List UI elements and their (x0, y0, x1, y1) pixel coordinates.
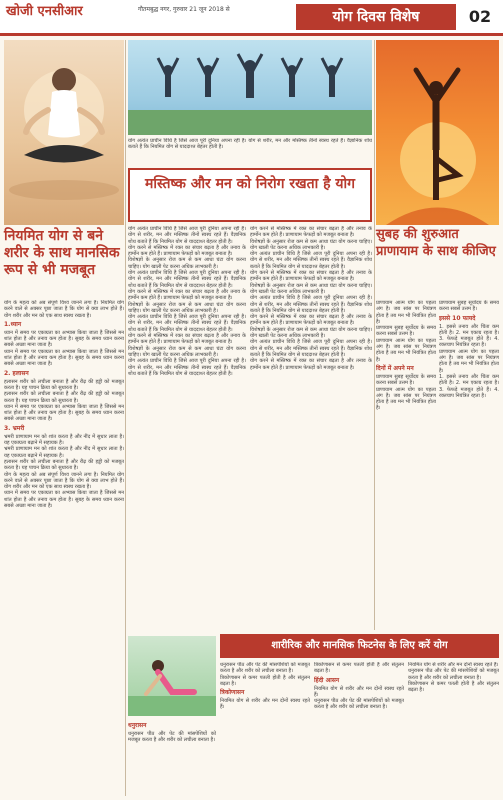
left-para-3d: योग के महत्व को अब संपूर्ण विश्व जानने लगा है। नियमित योग करने वाले से अक्सर पूछा जाता है कि योग से क्या लाभ होते हैं। योग शरीर और मन को एक साथ स्वस्थ रखता है। (4, 471, 124, 491)
center-para-19: योग अत्यंत प्राचीन विधि है जिसे आज पूरी दुनिया अपना रही है। योग से शरीर, मन और मस्तिष्क तीनों स्वस्थ रहते हैं। वैज्ञानिक शोध बताते हैं कि नियमित योग से याददाश्त बेहतर होती है। (250, 339, 372, 358)
masthead: खोजी एनसीआर (6, 4, 83, 19)
center-para-17: योग करने से मस्तिष्क में रक्त का संचार बढ़ता है और तनाव के हार्मोन कम होते हैं। प्राणायाम फेफड़ों को मजबूत बनाता है। (250, 314, 372, 327)
bottom-subhead-1: धनुरासन (128, 722, 147, 729)
page-header (0, 0, 503, 36)
left-para-1b: ध्यान में समय पर एकाग्रता का अभ्यास किया जाता है जिससे मन शांत होता है और तनाव कम होता है। सुबह के समय ध्यान करना सबसे अच्छा माना जाता है। (4, 348, 124, 368)
center-lead-text: योग अत्यंत प्राचीन विधि है जिसे आज पूरी दुनिया अपना रही है। योग से शरीर, मन और मस्तिष्क तीनों स्वस्थ रहते हैं। वैज्ञानिक शोध बताते हैं कि नियमित योग से याददाश्त बेहतर होती है। (128, 138, 372, 151)
center-para-14: योग करने से मस्तिष्क में रक्त का संचार बढ़ता है और तनाव के हार्मोन कम होते हैं। प्राणायाम फेफड़ों को मजबूत बनाता है। (250, 270, 372, 283)
center-col-1 (128, 226, 246, 628)
left-article-body (4, 300, 124, 780)
bottom-col-1 (220, 662, 310, 796)
right-para-6: प्राणायाम सुबह सूर्योदय के समय करना सबसे उत्तम है। (439, 300, 499, 313)
center-para-18: विशेषज्ञों के अनुसार रोज कम से कम आधा घंटा योग करना चाहिए। योग खाली पेट करना अधिक लाभकारी है। (250, 326, 372, 340)
center-para-3: विशेषज्ञों के अनुसार रोज कम से कम आधा घंटा योग करना चाहिए। योग खाली पेट करना अधिक लाभकारी है। (128, 257, 246, 270)
center-para-8: योग करने से मस्तिष्क में रक्त का संचार बढ़ता है और तनाव के हार्मोन कम होते हैं। प्राणायाम फेफड़ों को मजबूत बनाता है। (128, 333, 246, 346)
bottom-para-9: धनुरासन पीठ और पेट की मांसपेशियों को मजबूत करता है और शरीर को लचीला बनाता है। (408, 668, 499, 681)
right-para-5: प्राणायाम आत्म योग का पहला अंग है। जब सांस पर नियंत्रण होता है तब मन भी नियंत्रित होता है। (376, 386, 436, 412)
center-para-16: योग अत्यंत प्राचीन विधि है जिसे आज पूरी दुनिया अपना रही है। योग से शरीर, मन और मस्तिष्क तीनों स्वस्थ रहते हैं। वैज्ञानिक शोध बताते हैं कि नियमित योग से याददाश्त बेहतर होती है। (250, 295, 372, 314)
right-para-7: 1. इससे तनाव और चिंता कम होती है। 2. मन एकाग्र रहता है। 3. फेफड़े मजबूत होते हैं। 4. रक्तचाप नियंत्रित रहता है। (439, 323, 499, 349)
section-title: योग दिवस विशेष (332, 9, 420, 25)
yoga-silhouette-illustration (376, 40, 499, 225)
center-headline-box (128, 168, 372, 222)
center-para-10: योग अत्यंत प्राचीन विधि है जिसे आज पूरी दुनिया अपना रही है। योग से शरीर, मन और मस्तिष्क तीनों स्वस्थ रहते हैं। वैज्ञानिक शोध बताते हैं कि नियमित योग से याददाश्त बेहतर होती है। (128, 358, 246, 377)
center-lead (128, 138, 372, 166)
section-band (296, 4, 456, 30)
left-para-3c: हलासन शरीर को लचीला बनाता है और रीढ़ की हड्डी को मजबूत करता है। यह पाचन क्रिया को सुधारता है। (4, 458, 124, 472)
left-para-2: हलासन शरीर को लचीला बनाता है और रीढ़ की हड्डी को मजबूत करता है। यह पाचन क्रिया को सुधारता है। (4, 378, 124, 391)
right-para-9: 1. इससे तनाव और चिंता कम होती है। 2. मन एकाग्र रहता है। 3. फेफड़े मजबूत होते हैं। 4. रक्तचाप नियंत्रित रहता है। (439, 373, 499, 399)
right-subhead-2: दिनों में अपने मन (376, 364, 414, 372)
center-para-9: विशेषज्ञों के अनुसार रोज कम से कम आधा घंटा योग करना चाहिए। योग खाली पेट करना अधिक लाभकारी है। (128, 345, 246, 358)
stretch-pose-illustration (128, 636, 216, 716)
bottom-para-2: धनुरासन पीठ और पेट की मांसपेशियों को मजबूत करता है और शरीर को लचीला बनाता है। (220, 662, 310, 675)
bottom-para-5: त्रिकोणासन से कमर पतली होती है और संतुलन बढ़ता है। (314, 662, 404, 675)
center-para-2: योग करने से मस्तिष्क में रक्त का संचार बढ़ता है और तनाव के हार्मोन कम होते हैं। प्राणायाम फेफड़ों को मजबूत बनाता है। (128, 244, 246, 258)
center-para-7: योग अत्यंत प्राचीन विधि है जिसे आज पूरी दुनिया अपना रही है। योग से शरीर, मन और मस्तिष्क तीनों स्वस्थ रहते हैं। वैज्ञानिक शोध बताते हैं कि नियमित योग से याददाश्त बेहतर होती है। (128, 314, 246, 333)
center-para-13: योग अत्यंत प्राचीन विधि है जिसे आज पूरी दुनिया अपना रही है। योग से शरीर, मन और मस्तिष्क तीनों स्वस्थ रहते हैं। वैज्ञानिक शोध बताते हैं कि नियमित योग से याददाश्त बेहतर होती है। (250, 251, 372, 270)
right-para-3: प्राणायाम आत्म योग का पहला अंग है। जब सांस पर नियंत्रण होता है तब मन भी नियंत्रित होता है। (376, 337, 436, 363)
center-para-11: योग करने से मस्तिष्क में रक्त का संचार बढ़ता है और तनाव के हार्मोन कम होते हैं। प्राणायाम फेफड़ों को मजबूत बनाता है। (250, 226, 372, 239)
group-yoga-photo (128, 40, 372, 135)
left-para-1: ध्यान में समय पर एकाग्रता का अभ्यास किया जाता है जिससे मन शांत होता है और तनाव कम होता है। सुबह के समय ध्यान करना सबसे अच्छा माना जाता है। (4, 329, 124, 349)
left-para-3b: भ्रमरी प्राणायाम मन को शांत करता है और नींद में सुधार लाता है। यह एकाग्रता बढ़ाने में सहायक है। (4, 446, 124, 459)
right-col-1 (376, 300, 436, 628)
center-para-20: योग करने से मस्तिष्क में रक्त का संचार बढ़ता है और तनाव के हार्मोन कम होते हैं। प्राणायाम फेफड़ों को मजबूत बनाता है। (250, 358, 372, 371)
bottom-para-3: त्रिकोणासन से कमर पतली होती है और संतुलन बढ़ता है। (220, 674, 310, 687)
center-col-2 (250, 226, 372, 628)
bottom-para-10: त्रिकोणासन से कमर पतली होती है और संतुलन बढ़ता है। (408, 680, 499, 694)
meditation-photo (4, 40, 124, 225)
right-subhead-1: इससे 10 फायदे (439, 314, 476, 322)
left-headline: नियमित योग से बने शरीर के साथ मानसिक रूप से भी मजबूत (4, 228, 120, 278)
masthead-area (6, 4, 136, 32)
center-para-4: योग अत्यंत प्राचीन विधि है जिसे आज पूरी दुनिया अपना रही है। योग से शरीर, मन और मस्तिष्क तीनों स्वस्थ रहते हैं। वैज्ञानिक शोध बताते हैं कि नियमित योग से याददाश्त बेहतर होती है। (128, 270, 246, 289)
left-subhead-2: 2. हलासन (4, 369, 29, 377)
left-para-2c: ध्यान में समय पर एकाग्रता का अभ्यास किया जाता है जिससे मन शांत होता है और तनाव कम होता है। सुबह के समय ध्यान करना सबसे अच्छा माना जाता है। (4, 403, 124, 423)
left-para-2b: हलासन शरीर को लचीला बनाता है और रीढ़ की हड्डी को मजबूत करता है। यह पाचन क्रिया को सुधारता है। (4, 391, 124, 404)
bottom-para-1: धनुरासन पीठ और पेट की मांसपेशियों को मजबूत करता है और शरीर को लचीला बनाता है। (128, 731, 216, 744)
left-subhead-1: 1.ध्यान (4, 320, 22, 328)
center-para-1: योग अत्यंत प्राचीन विधि है जिसे आज पूरी दुनिया अपना रही है। योग से शरीर, मन और मस्तिष्क तीनों स्वस्थ रहते हैं। वैज्ञानिक शोध बताते हैं कि नियमित योग से याददाश्त बेहतर होती है। (128, 226, 246, 245)
center-headline: मस्तिष्क और मन को निरोग रखता है योग (145, 176, 355, 192)
bottom-para-8: नियमित योग से शरीर और मन दोनों स्वस्थ रहते हैं। (408, 662, 499, 668)
left-para-3e: ध्यान में समय पर एकाग्रता का अभ्यास किया जाता है जिससे मन शांत होता है और तनाव कम होता है। सुबह के समय ध्यान करना सबसे अच्छा माना जाता है। (4, 490, 124, 510)
right-para-4: प्राणायाम सुबह सूर्योदय के समय करना सबसे उत्तम है। (376, 373, 436, 387)
sunset-yoga-photo (376, 40, 499, 225)
group-yoga-illustration (128, 40, 372, 135)
center-para-5: योग करने से मस्तिष्क में रक्त का संचार बढ़ता है और तनाव के हार्मोन कम होते हैं। प्राणायाम फेफड़ों को मजबूत बनाता है। (128, 288, 246, 302)
column-rule (125, 40, 126, 796)
right-col-2 (439, 300, 499, 628)
bottom-col-3 (408, 662, 499, 796)
left-subhead-3: 3. भ्रमरी (4, 424, 25, 432)
page-number: 02 (468, 7, 492, 26)
bottom-para-7: धनुरासन पीठ और पेट की मांसपेशियों को मजबूत करता है और शरीर को लचीला बनाता है। (314, 698, 404, 711)
bottom-subhead-2: त्रिकोणासन (220, 689, 245, 697)
right-para-2: प्राणायाम सुबह सूर्योदय के समय करना सबसे उत्तम है। (376, 325, 436, 338)
right-para-1: प्राणायाम आत्म योग का पहला अंग है। जब सांस पर नियंत्रण होता है तब मन भी नियंत्रित होता है। (376, 300, 436, 325)
right-para-8: प्राणायाम आत्म योग का पहला अंग है। जब सांस पर नियंत्रण होता है तब मन भी नियंत्रित होता है। (439, 348, 499, 374)
right-headline: सुबह की शुरुआत प्राणायाम के साथ कीजिए (376, 227, 496, 259)
stretch-pose-photo (128, 636, 216, 716)
bottom-band-title: शारीरिक और मानसिक फिटनेस के लिए करें योग (271, 640, 448, 651)
center-para-12: विशेषज्ञों के अनुसार रोज कम से कम आधा घंटा योग करना चाहिए। योग खाली पेट करना अधिक लाभकारी है। (250, 238, 372, 251)
center-para-15: विशेषज्ञों के अनुसार रोज कम से कम आधा घंटा योग करना चाहिए। योग खाली पेट करना अधिक लाभकारी है। (250, 282, 372, 295)
left-para-3: भ्रमरी प्राणायाम मन को शांत करता है और नींद में सुधार लाता है। यह एकाग्रता बढ़ाने में सहायक है। (4, 433, 124, 447)
center-para-6: विशेषज्ञों के अनुसार रोज कम से कम आधा घंटा योग करना चाहिए। योग खाली पेट करना अधिक लाभकारी है। (128, 301, 246, 314)
bottom-col-2 (314, 662, 404, 796)
left-intro: योग के महत्व को अब संपूर्ण विश्व जानने लगा है। नियमित योग करने वाले से अक्सर पूछा जाता है कि योग से क्या लाभ होते हैं। योग शरीर और मन को एक साथ स्वस्थ रखता है। (4, 300, 124, 319)
meditation-illustration (4, 40, 124, 225)
dateline: गौतमबुद्ध नगर, गुरुवार 21 जून 2018 से (138, 6, 230, 13)
bottom-subhead-3: हिंदी आसन (314, 676, 340, 684)
bottom-left-text (128, 720, 216, 796)
bottom-band (220, 634, 499, 658)
column-rule-right (374, 40, 375, 630)
bottom-para-4: नियमित योग से शरीर और मन दोनों स्वस्थ रहते हैं। (220, 698, 310, 711)
bottom-para-6: नियमित योग से शरीर और मन दोनों स्वस्थ रहते हैं। (314, 685, 404, 698)
